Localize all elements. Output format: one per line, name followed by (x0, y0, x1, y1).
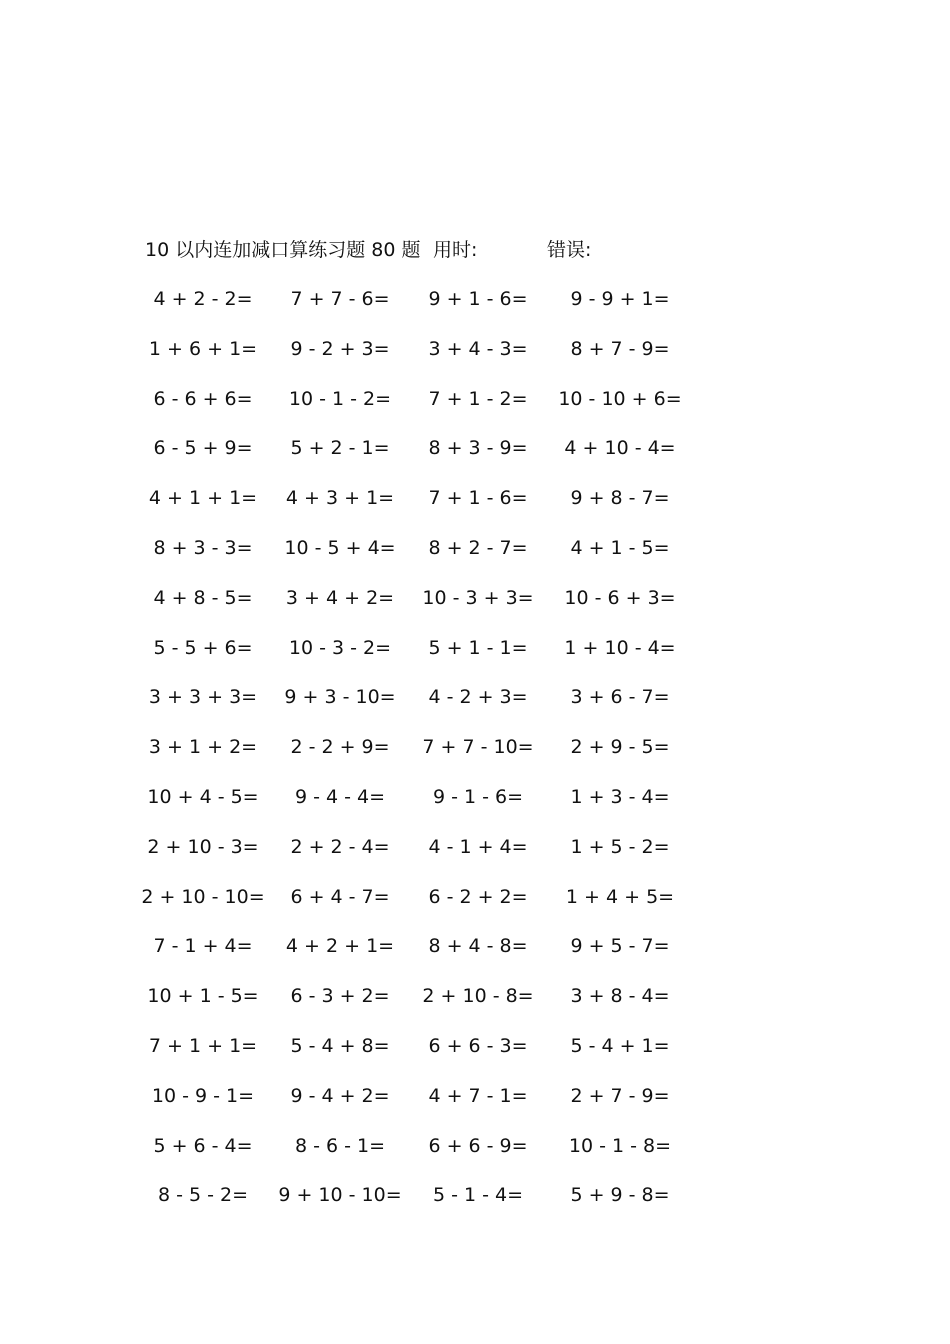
problem-r5-c2: 4 + 3 + 1= (285, 487, 395, 509)
problem-r6-c2: 10 - 5 + 4= (284, 537, 396, 559)
problem-r19-c2: 9 + 10 - 10= (278, 1184, 402, 1206)
problem-r5-c3: 7 + 1 - 6= (428, 487, 528, 509)
problem-r5-c1: 4 + 1 + 1= (148, 487, 258, 509)
problem-r2-c1: 1 + 6 + 1= (148, 338, 258, 360)
problem-r1-c4: 9 - 9 + 1= (570, 288, 670, 310)
problem-r4-c3: 8 + 3 - 9= (428, 437, 528, 459)
problem-r3-c2: 10 - 1 - 2= (288, 388, 392, 410)
problem-r15-c4: 3 + 8 - 4= (570, 985, 670, 1007)
problem-r18-c1: 5 + 6 - 4= (153, 1135, 253, 1157)
problem-r14-c3: 8 + 4 - 8= (428, 935, 528, 957)
problem-r15-c2: 6 - 3 + 2= (290, 985, 390, 1007)
problem-r12-c2: 2 + 2 - 4= (290, 836, 390, 858)
problem-r8-c4: 1 + 10 - 4= (564, 637, 676, 659)
problem-r16-c3: 6 + 6 - 3= (428, 1035, 528, 1057)
problem-r3-c4: 10 - 10 + 6= (558, 388, 682, 410)
problem-r14-c1: 7 - 1 + 4= (153, 935, 253, 957)
problem-r8-c3: 5 + 1 - 1= (428, 637, 528, 659)
problem-r19-c3: 5 - 1 - 4= (432, 1184, 524, 1206)
worksheet-title: 10 以内连加减口算练习题 80 题 (145, 239, 421, 261)
problem-r11-c4: 1 + 3 - 4= (570, 786, 670, 808)
problem-r15-c3: 2 + 10 - 8= (422, 985, 534, 1007)
problem-r7-c3: 10 - 3 + 3= (422, 587, 534, 609)
problem-r17-c1: 10 - 9 - 1= (151, 1085, 255, 1107)
errors-label: 错误: (547, 239, 592, 261)
problem-r9-c3: 4 - 2 + 3= (428, 686, 528, 708)
problem-r1-c1: 4 + 2 - 2= (153, 288, 253, 310)
problem-r7-c4: 10 - 6 + 3= (564, 587, 676, 609)
problem-r3-c1: 6 - 6 + 6= (153, 388, 253, 410)
time-used-label: 用时: (433, 239, 478, 261)
problem-r18-c4: 10 - 1 - 8= (568, 1135, 672, 1157)
problem-r2-c4: 8 + 7 - 9= (570, 338, 670, 360)
problem-r16-c2: 5 - 4 + 8= (290, 1035, 390, 1057)
problem-r18-c2: 8 - 6 - 1= (294, 1135, 386, 1157)
problem-r2-c3: 3 + 4 - 3= (428, 338, 528, 360)
problem-r15-c1: 10 + 1 - 5= (147, 985, 259, 1007)
problem-r13-c1: 2 + 10 - 10= (141, 886, 265, 908)
problem-r11-c3: 9 - 1 - 6= (432, 786, 524, 808)
problem-r16-c1: 7 + 1 + 1= (148, 1035, 258, 1057)
problem-r9-c4: 3 + 6 - 7= (570, 686, 670, 708)
problem-r6-c1: 8 + 3 - 3= (153, 537, 253, 559)
problem-r12-c1: 2 + 10 - 3= (147, 836, 259, 858)
problem-r12-c3: 4 - 1 + 4= (428, 836, 528, 858)
problem-r7-c2: 3 + 4 + 2= (285, 587, 395, 609)
problem-r9-c2: 9 + 3 - 10= (284, 686, 396, 708)
problem-r17-c4: 2 + 7 - 9= (570, 1085, 670, 1107)
problem-r1-c2: 7 + 7 - 6= (290, 288, 390, 310)
problem-r9-c1: 3 + 3 + 3= (148, 686, 258, 708)
problem-r7-c1: 4 + 8 - 5= (153, 587, 253, 609)
problem-r8-c1: 5 - 5 + 6= (153, 637, 253, 659)
problem-r8-c2: 10 - 3 - 2= (288, 637, 392, 659)
problem-r11-c1: 10 + 4 - 5= (147, 786, 259, 808)
problem-r6-c3: 8 + 2 - 7= (428, 537, 528, 559)
problem-r4-c1: 6 - 5 + 9= (153, 437, 253, 459)
problem-r6-c4: 4 + 1 - 5= (570, 537, 670, 559)
problem-r1-c3: 9 + 1 - 6= (428, 288, 528, 310)
problem-r14-c2: 4 + 2 + 1= (285, 935, 395, 957)
problem-r19-c4: 5 + 9 - 8= (570, 1184, 670, 1206)
problem-r10-c1: 3 + 1 + 2= (148, 736, 258, 758)
problem-r10-c2: 2 - 2 + 9= (290, 736, 390, 758)
problem-r13-c3: 6 - 2 + 2= (428, 886, 528, 908)
problem-r4-c4: 4 + 10 - 4= (564, 437, 676, 459)
problem-r12-c4: 1 + 5 - 2= (570, 836, 670, 858)
problem-r11-c2: 9 - 4 - 4= (294, 786, 386, 808)
problem-r10-c3: 7 + 7 - 10= (422, 736, 534, 758)
problem-r3-c3: 7 + 1 - 2= (428, 388, 528, 410)
problem-r16-c4: 5 - 4 + 1= (570, 1035, 670, 1057)
problem-r18-c3: 6 + 6 - 9= (428, 1135, 528, 1157)
problem-r17-c2: 9 - 4 + 2= (290, 1085, 390, 1107)
problem-r13-c4: 1 + 4 + 5= (565, 886, 675, 908)
problem-r14-c4: 9 + 5 - 7= (570, 935, 670, 957)
problem-r13-c2: 6 + 4 - 7= (290, 886, 390, 908)
problem-r19-c1: 8 - 5 - 2= (157, 1184, 249, 1206)
problem-r5-c4: 9 + 8 - 7= (570, 487, 670, 509)
problem-r4-c2: 5 + 2 - 1= (290, 437, 390, 459)
problem-r2-c2: 9 - 2 + 3= (290, 338, 390, 360)
problem-r17-c3: 4 + 7 - 1= (428, 1085, 528, 1107)
problem-r10-c4: 2 + 9 - 5= (570, 736, 670, 758)
